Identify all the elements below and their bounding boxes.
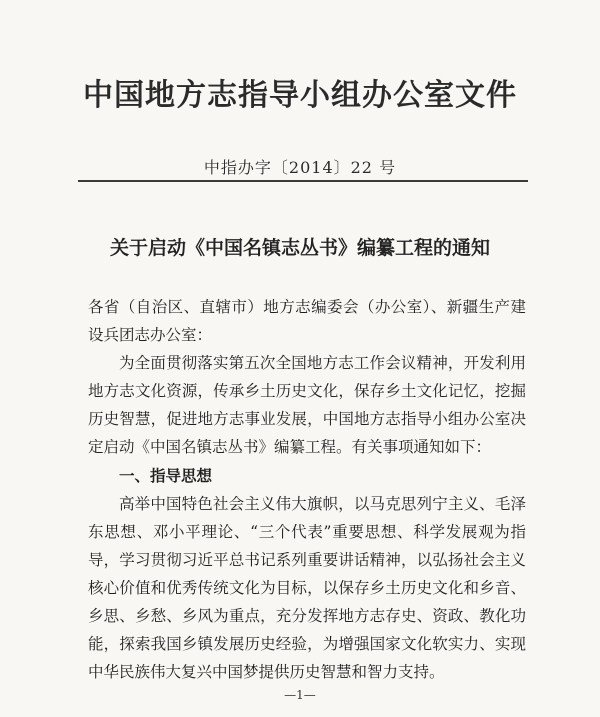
salutation-line: 各省（自治区、直辖市）地方志编委会（办公室）、新疆生产建 — [88, 298, 526, 316]
paragraph-line: 地方志文化资源，传承乡土历史文化，保存乡土文化记忆，挖掘 — [88, 382, 526, 400]
salutation-line: 设兵团志办公室： — [88, 326, 213, 344]
paragraph-line: 为全面贯彻落实第五次全国地方志工作会议精神，开发利用 — [119, 354, 526, 372]
paragraph-line: 乡思、乡愁、乡风为重点，充分发挥地方志存史、资政、教化功 — [88, 607, 526, 625]
paragraph-line: 核心价值和优秀传统文化为目标，以保存乡土历史文化和乡音、 — [88, 579, 526, 597]
paragraph-line: 中华民族伟大复兴中国梦提供历史智慧和智力支持。 — [88, 663, 445, 681]
paragraph-guiding-ideology — [88, 490, 526, 686]
paragraph-line: 定启动《中国名镇志丛书》编纂工程。有关事项通知如下： — [88, 438, 492, 456]
paragraph-line: 高举中国特色社会主义伟大旗帜，以马克思列宁主义、毛泽 — [119, 495, 526, 513]
paragraph-intro — [88, 349, 526, 461]
page-number: —1— — [284, 688, 316, 702]
paragraph-line: 导，学习贯彻习近平总书记系列重要讲话精神，以弘扬社会主义 — [88, 551, 526, 569]
paragraph-line: 历史智慧，促进地方志事业发展，中国地方志指导小组办公室决 — [88, 410, 526, 428]
document-number: 中指办字〔2014〕22 号 — [203, 158, 397, 177]
notice-title: 关于启动《中国名镇志丛书》编纂工程的通知 — [109, 237, 490, 259]
salutation — [88, 293, 526, 349]
paragraph-line: 东思想、邓小平理论、“三个代表”重要思想、科学发展观为指 — [88, 523, 526, 541]
issuing-office-title: 中国地方志指导小组办公室文件 — [83, 78, 517, 113]
paragraph-line: 能，探索我国乡镇发展历史经验，为增强国家文化软实力、实现 — [88, 635, 526, 653]
header-divider — [78, 180, 528, 182]
section-heading-guiding-ideology: 一、指导思想 — [119, 467, 213, 485]
